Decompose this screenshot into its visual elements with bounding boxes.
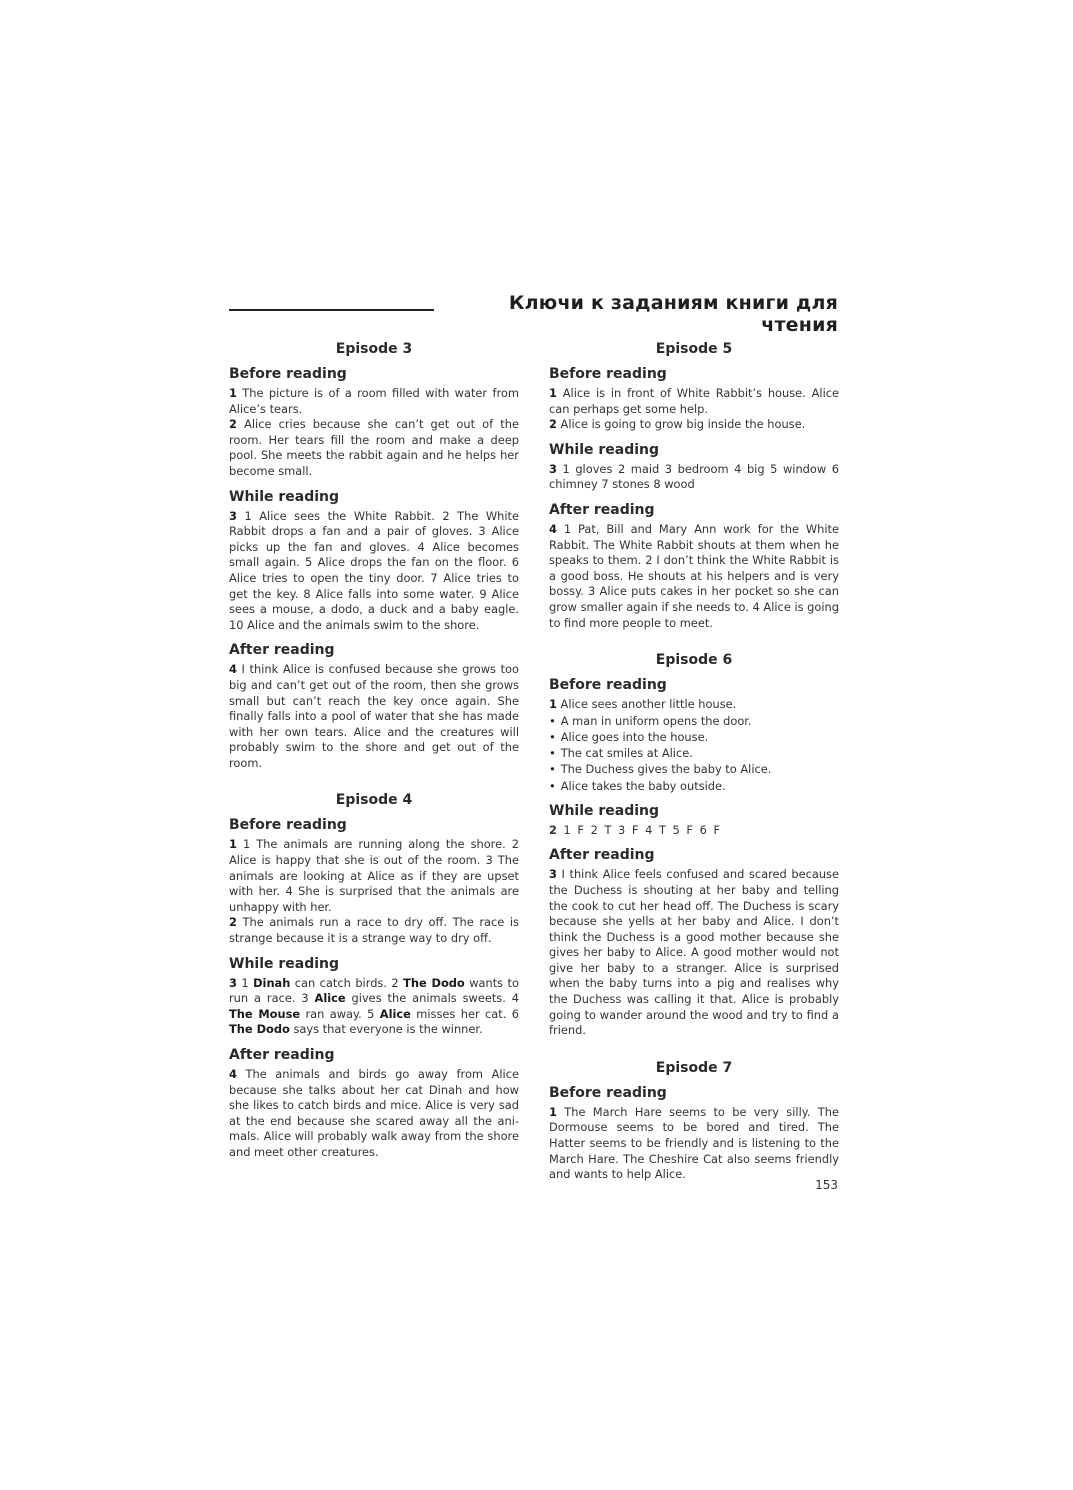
ep5-while-text: 3 1 gloves 2 maid 3 bedroom 4 big 5 window 6 chimney 7 stones 8 wood (549, 461, 839, 492)
ep6-bullet-3: • The cat smiles at Alice. (549, 745, 839, 761)
ep6-bullet-1: • A man in uniform opens the door. (549, 713, 839, 729)
ep6-bullet-5: • Alice takes the baby outside. (549, 778, 839, 794)
ep3-before-item-1: 1 The picture is of a room filled with water from Alice’s tears. (229, 386, 519, 416)
ep5-before-heading: Before reading (549, 366, 667, 382)
ep4-before-item-1: 1 1 The animals are running along the shore. 2 Alice is happy that she is out of the room. 3 The animals are looking at Alice as if they are upset with her. 4 She is surprised that the animals are unhappy with her. (229, 837, 519, 914)
ep5-after-heading: After reading (549, 501, 655, 518)
ep6-bullet-2: • Alice goes into the house. (549, 729, 839, 745)
ep4-before-item-2: 2 The animals run a race to dry off. The race is strange because it is a strange way to dry off. (229, 915, 519, 946)
ep4-while-heading: While reading (229, 955, 340, 972)
ep4-before-heading: Before reading (229, 817, 347, 834)
ep3-while-text: 3 1 Alice sees the White Rabbit. 2 The White Rabbit drops a fan and a pair of gloves. 3 Alice picks up the fan and gloves. 4 Alice becomes small again. 5 Alice drops the fan on the floor. 6 Alice tries to open the tiny door. 7 Alice tries to get the key. 8 Alice falls into some water. 9 Alice sees a mouse, a dodo, a duck and a baby eagle. 10 Alice and the animals swim to the shore. (229, 508, 519, 632)
ep6-while-answers: 2 1 F 2 T 3 F 4 T 5 F 6 F (549, 822, 720, 837)
ep5-before-item-2: 2 Alice is going to grow big inside the house. (549, 417, 806, 432)
ep3-before-item-2: 2 Alice cries because she can’t get out of the room. Her tears fill the room and make a deep pool. She meets the rabbit again and he helps her become small. (229, 417, 519, 478)
right-column (549, 340, 839, 1183)
ep4-after-heading: After reading (229, 1047, 335, 1063)
ep3-while-heading: While reading (229, 488, 340, 505)
ep6-while-heading: While reading (549, 802, 660, 819)
ep7-before-text: 1 The March Hare seems to be very silly. The Dormouse seems to be bored and tired. The Hatter seems to be friendly and is listening to the March Hare. The Cheshire Cat also seems friendly and wants to help Alice. (549, 1104, 839, 1182)
ep3-after-text: 4 I think Alice is confused because she grows too big and can’t get out of the room, then she grows small but can’t reach the key once again. She finally falls into a pool of water that she has made with her own tears. Alice and the creatures will probably swim to the shore and get out of the room. (229, 662, 519, 770)
ep4-while-text: 3 1 Dinah can catch birds. 2 The Dodo wants to run a race. 3 Alice gives the animals sweets. 4 The Mouse ran away. 5 Alice misses her cat. 6 The Dodo says that everyone is the winner. (229, 975, 520, 1037)
episode-3-title: Episode 3 (335, 341, 413, 357)
left-column (229, 340, 519, 1161)
episode-4-title: Episode 4 (335, 792, 413, 809)
title-rule (229, 309, 434, 311)
episode-7-title: Episode 7 (655, 1059, 733, 1076)
ep6-bullet-4: • The Duchess gives the baby to Alice. (549, 761, 839, 777)
ep6-before-heading: Before reading (549, 677, 667, 694)
episode-6-title: Episode 6 (655, 652, 733, 669)
page-number: 153 (815, 1178, 838, 1192)
ep3-after-heading: After reading (229, 642, 335, 659)
ep4-after-text: 4 The animals and birds go away from Alice because she talks about her cat Dinah and how she likes to catch birds and mice. Alice is very sad at the end because she scared away all the ani-mals. Alice will probably walk away from the shore and meet other creatures. (229, 1067, 519, 1159)
ep5-before-item-1: 1 Alice is in front of White Rabbit’s house. Alice can perhaps get some help. (549, 386, 839, 416)
ep6-after-text: 3 I think Alice feels confused and scared because the Duchess is shouting at her baby and telling the cook to cut her head off. The Duchess is scary because she yells at her baby and Alice. I don’t think the Duchess is a good mother because she gives her baby to Alice. A good mother would not give her baby to a stranger. Alice is surprised when the baby turns into a pig and realises why the Duchess was calling it that. Alice is probably going to wander around the wood and try to find a friend. (549, 867, 839, 1038)
ep7-before-heading: Before reading (549, 1084, 667, 1101)
ep3-before-heading: Before reading (229, 366, 347, 382)
ep5-while-heading: While reading (549, 441, 660, 458)
episode-5-title: Episode 5 (655, 341, 733, 357)
ep6-after-heading: After reading (549, 847, 655, 864)
ep6-before-item-1: 1 Alice sees another little house. (549, 697, 737, 712)
page-title: Ключи к заданиям книги для чтения (508, 292, 838, 336)
ep5-after-text: 4 1 Pat, Bill and Mary Ann work for the White Rabbit. The White Rabbit shouts at them when he speaks to them. 2 I don’t think the White Rabbit is a good boss. He shouts at his helpers and is very bossy. 3 Alice puts cakes in her pocket so she can grow smaller again if she needs to. 4 Alice is going to find more people to meet. (549, 521, 839, 630)
